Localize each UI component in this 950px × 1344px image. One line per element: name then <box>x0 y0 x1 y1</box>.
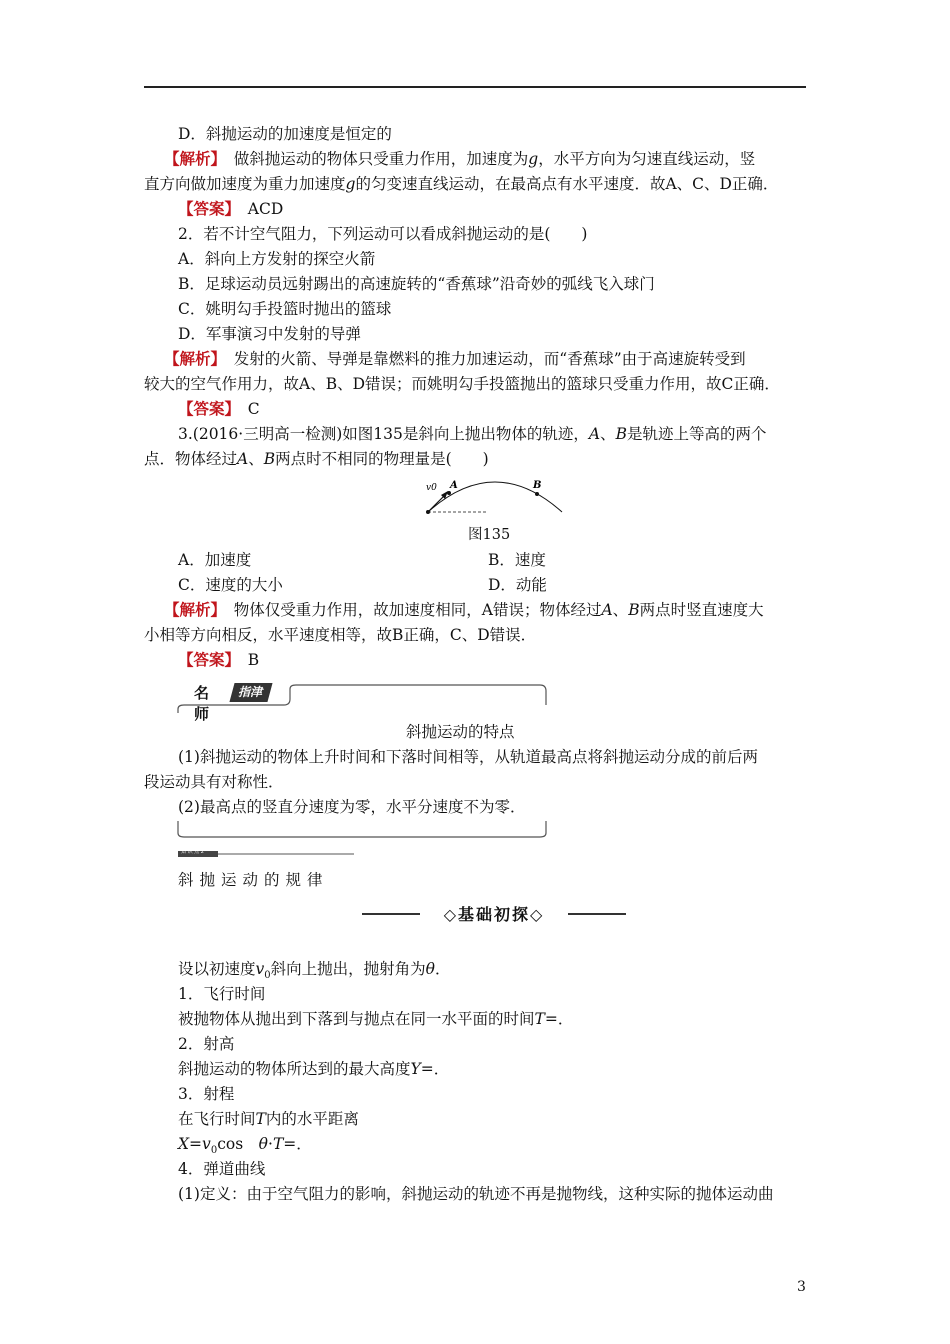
option-b: B．速度 <box>488 551 546 569</box>
text-line: 小相等方向相反，水平速度相等，故B正确，C、D错误． <box>144 626 537 644</box>
option-b: B．足球运动员远射踢出的高速旋转的“香蕉球”沿奇妙的弧线飞入球门 <box>178 275 655 293</box>
rule-text: 被抛物体从抛出到下落到与抛点在同一水平面的时间T=． <box>178 1010 574 1028</box>
text-line: 点．物体经过A、B两点时不相同的物理量是( ) <box>144 450 489 468</box>
section-rule-right <box>568 913 626 915</box>
knowledge-point-badge: 知 识 点 2 <box>178 851 218 857</box>
page-number: 3 <box>797 1279 806 1295</box>
analysis-line: 【解析】 物体仅受重力作用，故加速度相同，A错误；物体经过A、B两点时竖直速度大 <box>164 600 764 619</box>
section-rule-left <box>362 913 420 915</box>
text-line: 直方向做加速度为重力加速度g的匀变速直线运动，在最高点有水平速度．故A、C、D正确． <box>144 175 779 193</box>
analysis-tag: 【解析】 <box>164 600 219 619</box>
analysis-line: 【解析】 做斜抛运动的物体只受重力作用，加速度为g，水平方向为匀速直线运动，竖 <box>164 149 756 168</box>
answer-tag: 【答案】 <box>178 199 233 218</box>
tip-badge: 指津 <box>229 683 272 702</box>
point-b <box>535 492 539 496</box>
analysis-tag: 【解析】 <box>164 149 219 168</box>
tip-paragraph: 段运动具有对称性． <box>144 773 284 791</box>
tip-paragraph: (1)斜抛运动的物体上升时间和下落时间相等，从轨道最高点将斜抛运动分成的前后两 <box>178 748 758 766</box>
trajectory-curve <box>428 482 562 512</box>
header-rule <box>144 86 806 88</box>
rule-heading: 1．飞行时间 <box>178 985 266 1003</box>
rule-heading: 3．射程 <box>178 1085 235 1103</box>
tip-paragraph: (2)最高点的竖直分速度为零，水平分速度不为零． <box>178 798 526 816</box>
rule-text: (1)定义：由于空气阻力的影响，斜抛运动的轨迹不再是抛物线，这种实际的抛体运动曲 <box>178 1185 774 1203</box>
analysis-line: 【解析】 发射的火箭、导弹是靠燃料的推力加速运动，而“香蕉球”由于高速旋转受到 <box>164 349 746 368</box>
answer-line: 【答案】 B <box>178 650 260 669</box>
point-a <box>447 491 451 495</box>
launch-point <box>426 510 430 514</box>
v0-label: v0 <box>426 483 437 493</box>
option-c: C．速度的大小 <box>178 576 283 594</box>
rule-heading: 4．弹道曲线 <box>178 1160 266 1178</box>
tip-box-bottom-border <box>178 821 546 837</box>
rule-text: 斜抛运动的物体所达到的最大高度Y=． <box>178 1060 450 1078</box>
option-d-line: D．斜抛运动的加速度是恒定的 <box>178 125 392 143</box>
rule-heading: 2．射高 <box>178 1035 235 1053</box>
answer-tag: 【答案】 <box>178 399 233 418</box>
rule-text: 在飞行时间T内的水平距离 <box>178 1110 359 1128</box>
question-3: 3.(2016·三明高一检测)如图135是斜向上抛出物体的轨迹，A、B是轨迹上等高的两个 <box>178 425 767 443</box>
knowledge-point-rule <box>218 853 354 855</box>
tip-title: 斜抛运动的特点 <box>406 723 515 741</box>
text-line: 较大的空气作用力，故A、B、D错误；而姚明勾手投篮抛出的篮球只受重力作用，故C正确． <box>144 375 780 393</box>
rules-intro: 设以初速度$v_0$斜向上抛出，抛射角为θ． <box>178 960 451 982</box>
answer-tag: 【答案】 <box>178 650 233 669</box>
option-c: C．姚明勾手投篮时抛出的篮球 <box>178 300 392 318</box>
label-a: A <box>450 480 458 491</box>
option-d: D．动能 <box>488 576 547 594</box>
analysis-tag: 【解析】 <box>164 349 219 368</box>
option-d: D．军事演习中发射的导弹 <box>178 325 361 343</box>
tip-label: 名师 <box>194 684 211 723</box>
option-a: A．斜向上方发射的探空火箭 <box>178 250 376 268</box>
answer-line: 【答案】 C <box>178 399 260 418</box>
question-2: 2．若不计空气阻力，下列运动可以看成斜抛运动的是( ) <box>178 225 588 243</box>
option-a: A．加速度 <box>178 551 252 569</box>
figure-caption: 图135 <box>468 527 511 543</box>
label-b: B <box>533 480 542 491</box>
knowledge-point-bar <box>178 851 354 857</box>
topic-heading: 斜抛运动的规律 <box>178 871 329 889</box>
range-formula: $X=v_0\cos$ θ·T=． <box>178 1135 312 1157</box>
section-title: ◇基础初探◇ <box>362 902 626 925</box>
answer-line: 【答案】 ACD <box>178 199 284 218</box>
trajectory-figure <box>420 472 570 518</box>
